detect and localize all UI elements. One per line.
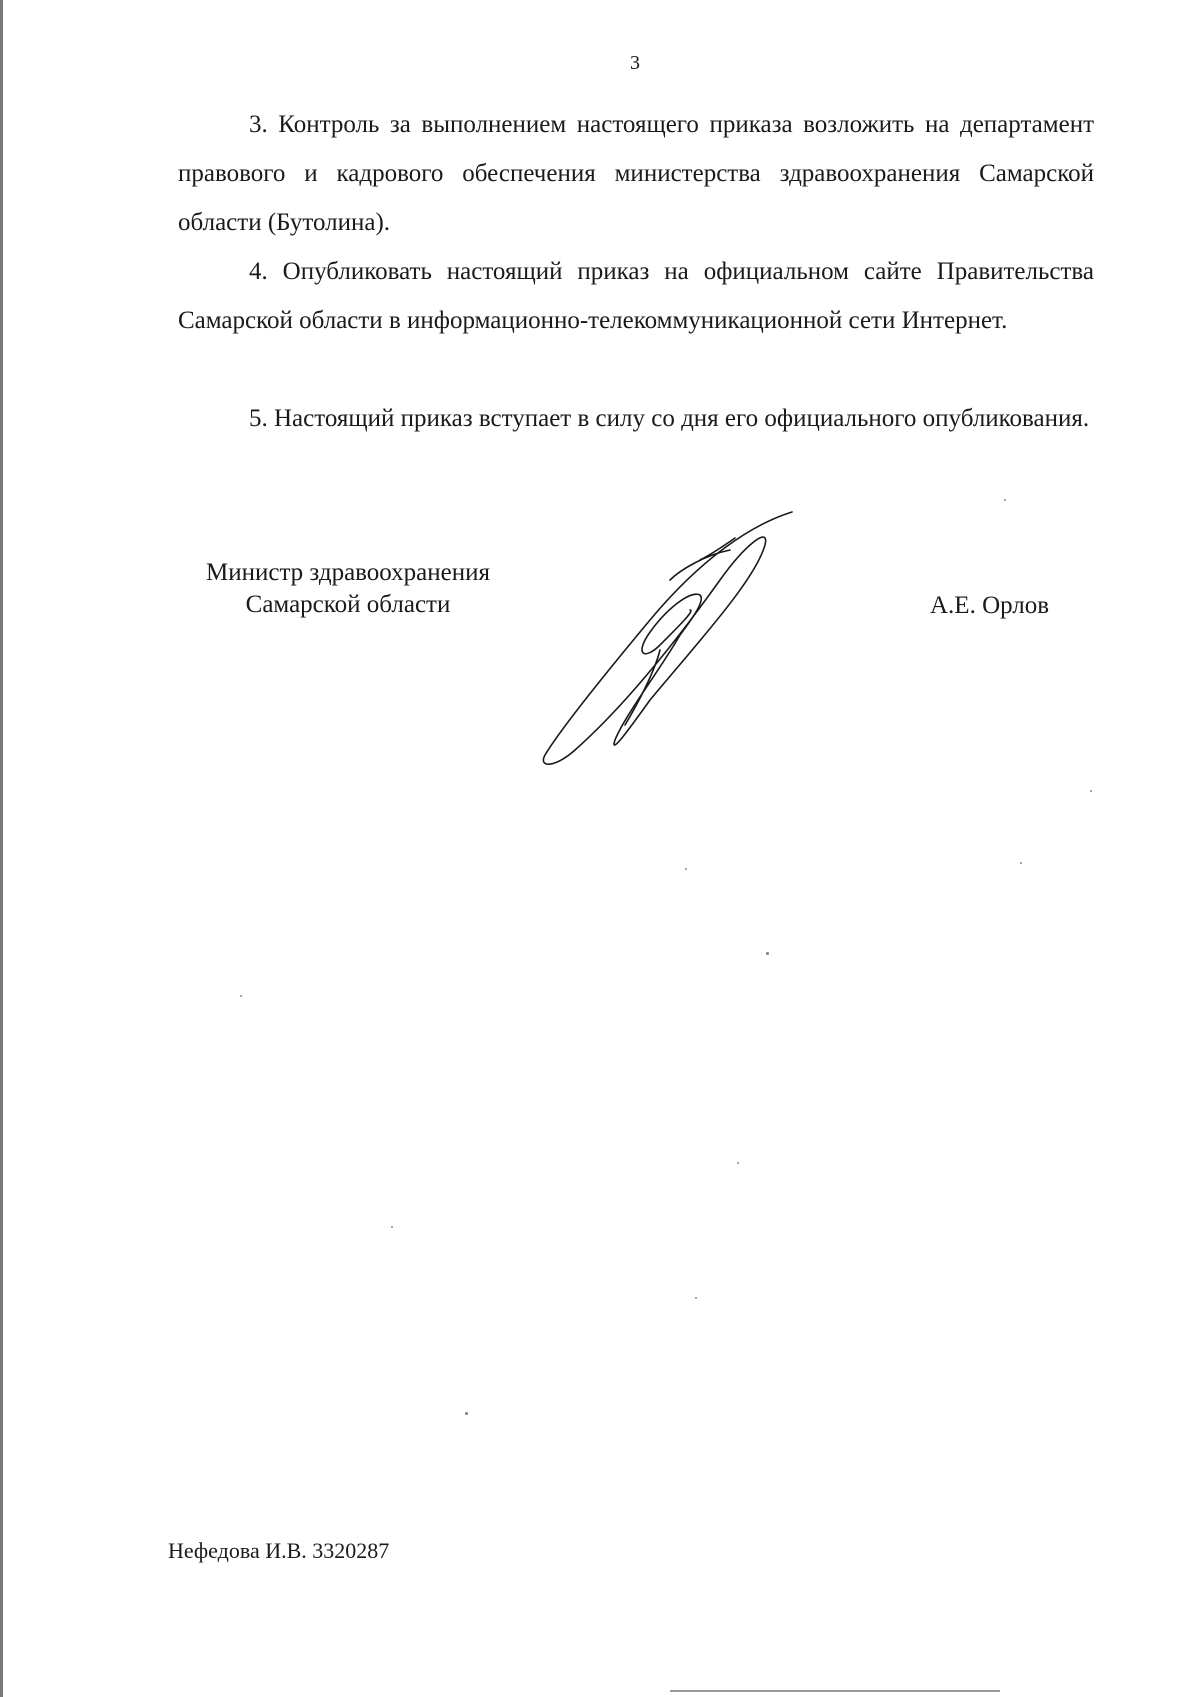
signatory-name: А.Е. Орлов [930,592,1050,619]
signatory-title [178,557,518,621]
paragraph-4: 4. Опубликовать настоящий приказ на официальном сайте Правительства Самарской области в информационно-телекоммуникационной сети Интернет. [178,258,1094,334]
scan-speck [1090,790,1092,792]
paragraph-5: 5. Настоящий приказ вступает в силу со дня его официального опубликования. [249,405,1090,432]
handwritten-signature [530,500,800,770]
scan-speck [766,952,769,955]
scan-speck [737,1162,739,1164]
scan-edge [0,0,3,1697]
scan-speck [695,1297,697,1299]
scan-speck [465,1412,468,1415]
bottom-rule [670,1690,1000,1692]
page-number: 3 [630,52,640,74]
signatory-title-line2: Самарской области [245,591,451,618]
scan-speck [1004,499,1006,501]
scan-speck [391,1226,393,1228]
executor-contact: Нефедова И.В. 3320287 [168,1538,390,1563]
scan-speck [685,868,687,870]
scan-speck [240,995,242,997]
paragraph-3: 3. Контроль за выполнением настоящего приказа возложить на департамент правового и кадрового обеспечения министерства здравоохранения Самарской области (Бутолина). [178,111,1094,236]
scan-speck [1020,862,1022,864]
signatory-title-line1: Министр здравоохранения [205,559,491,586]
